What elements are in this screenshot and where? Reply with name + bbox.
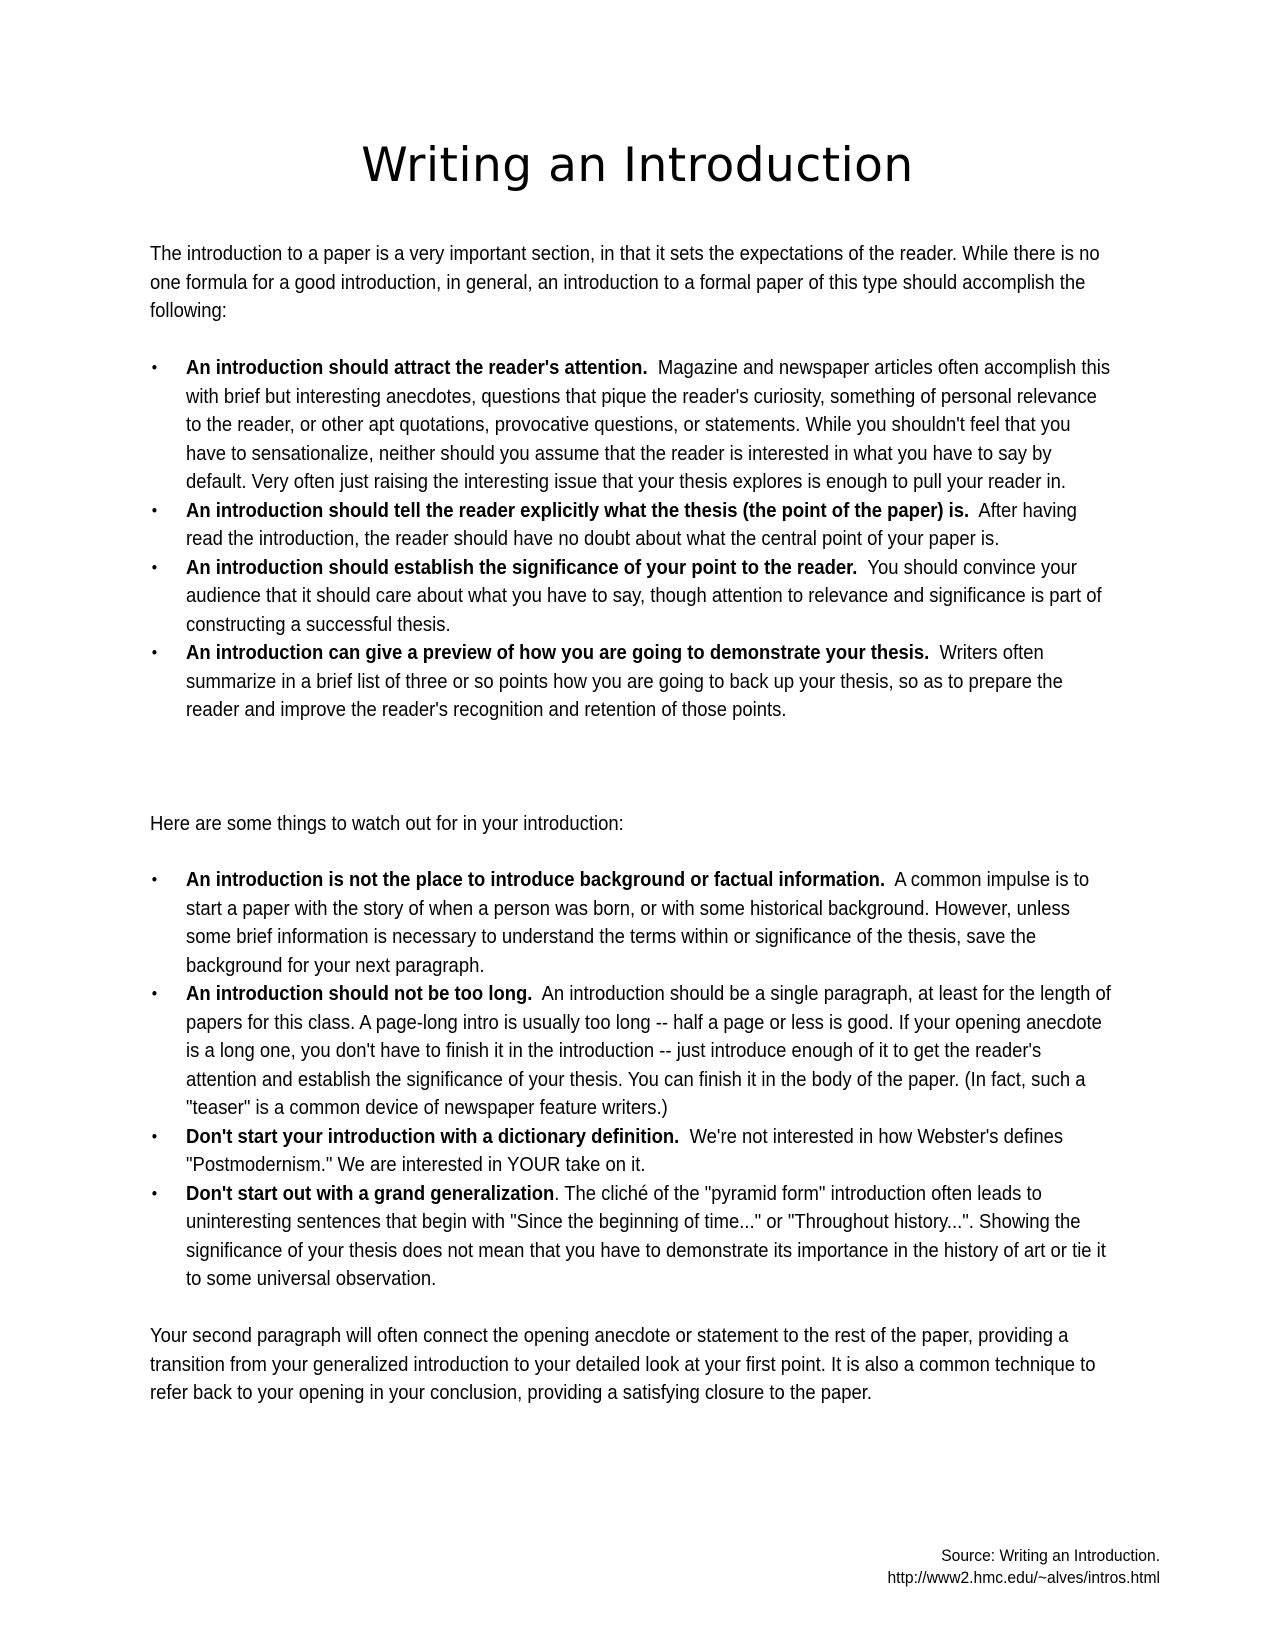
list-item-lead: An introduction should not be too long. bbox=[186, 982, 533, 1005]
list-item-lead: An introduction is not the place to introduce background or factual information. bbox=[186, 868, 886, 891]
bullet-icon: • bbox=[151, 1183, 158, 1203]
bullet-icon: • bbox=[151, 643, 158, 662]
list-item-text: You should convince your audience that it should care about what you have to say, though attention to relevance and significance is part of constructing a successful thesis. bbox=[186, 555, 1102, 636]
list-item bbox=[150, 1180, 1113, 1294]
list-item-lead: An introduction can give a preview of how you are going to demonstrate your thesis. bbox=[186, 641, 930, 664]
list-item-text: Magazine and newspaper articles often accomplish this with brief but interesting anecdotes, questions that pique the reader's curiosity, something of personal relevance to the reader, or other apt quotations, provocative questions, or statements. While you shouldn't feel that you have to sensationalize, neither should you assume that the reader is interested in what you have to say by default. Very often just raising the interesting issue that your thesis explores is enough to pull your reader in. bbox=[186, 356, 1111, 493]
bullet-icon: • bbox=[151, 1126, 158, 1146]
list-item bbox=[150, 639, 1113, 725]
list-item bbox=[150, 1123, 1113, 1180]
bullet-icon: • bbox=[151, 557, 158, 577]
list-item bbox=[150, 354, 1113, 497]
list-item-lead: An introduction should attract the reader's attention. bbox=[186, 356, 648, 379]
bullet-icon: • bbox=[151, 984, 158, 1003]
list-item bbox=[150, 980, 1113, 1123]
list-item-text: An introduction should be a single paragraph, at least for the length of papers for this class. A page-long intro is usually too long -- half a page or less is good. If your opening anecdote is a long one, you don't have to finish it in the introduction -- just introduce enough of it to get the reader's attention and establish the significance of your thesis. You can finish it in the body of the paper. (In fact, such a "teaser" is a common device of newspaper feature writers.) bbox=[186, 982, 1111, 1119]
source-citation: Source: Writing an Introduction. http://www2.hmc.edu/~alves/intros.html bbox=[887, 1546, 1160, 1587]
intro-paragraph bbox=[150, 240, 1113, 326]
closing-paragraph bbox=[150, 1322, 1113, 1408]
closing-text: Your second paragraph will often connect the opening anecdote or statement to the rest of the paper, providing a transition from your generalized introduction to your detailed look at your first point. It is also a common technique to refer back to your opening in your conclusion, providing a satisfying closure to the paper. bbox=[150, 1324, 1096, 1404]
list-item bbox=[150, 554, 1113, 640]
should-list bbox=[150, 354, 1113, 725]
bullet-icon: • bbox=[151, 358, 158, 377]
list-item-lead: An introduction should establish the significance of your point to the reader. bbox=[186, 555, 858, 579]
watch-intro-text: Here are some things to watch out for in your introduction: bbox=[150, 812, 624, 835]
watch-list bbox=[150, 866, 1113, 1294]
list-item-lead: Don't start your introduction with a dictionary definition. bbox=[186, 1124, 680, 1148]
list-item-lead: An introduction should tell the reader explicitly what the thesis (the point of the paper) is. bbox=[186, 498, 970, 522]
list-item-text: . The cliché of the "pyramid form" introduction often leads to uninteresting sentences that begin with "Since the beginning of time..." or "Throughout history...". Showing the significance of your thesis does not mean that you have to demonstrate its importance in the history of art or tie it to some universal observation. bbox=[186, 1181, 1106, 1290]
bullet-icon: • bbox=[151, 500, 158, 520]
list-item bbox=[150, 497, 1113, 554]
list-item-text: After having read the introduction, the reader should have no doubt about what the central point of your paper is. bbox=[186, 498, 1077, 550]
list-item-text: Writers often summarize in a brief list of three or so points how you are going to back up your thesis, so as to prepare the reader and improve the reader's recognition and retention of those points. bbox=[186, 641, 1063, 721]
list-item-text: A common impulse is to start a paper with the story of when a person was born, or with some historical background. However, unless some brief information is necessary to understand the terms within or significance of the thesis, save the background for your next paragraph. bbox=[186, 868, 1090, 977]
page-title: Writing an Introduction bbox=[361, 138, 914, 193]
list-item-text: We're not interested in how Webster's defines "Postmodernism." We are interested in YOUR take on it. bbox=[186, 1124, 1064, 1176]
list-item bbox=[150, 866, 1113, 980]
watch-paragraph bbox=[150, 810, 1113, 839]
list-item-lead: Don't start out with a grand generalization bbox=[186, 1181, 555, 1205]
bullet-icon: • bbox=[151, 870, 158, 889]
intro-text: The introduction to a paper is a very important section, in that it sets the expectations of the reader. While there is no one formula for a good introduction, in general, an introduction to a formal paper of this type should accomplish the following: bbox=[150, 242, 1100, 322]
